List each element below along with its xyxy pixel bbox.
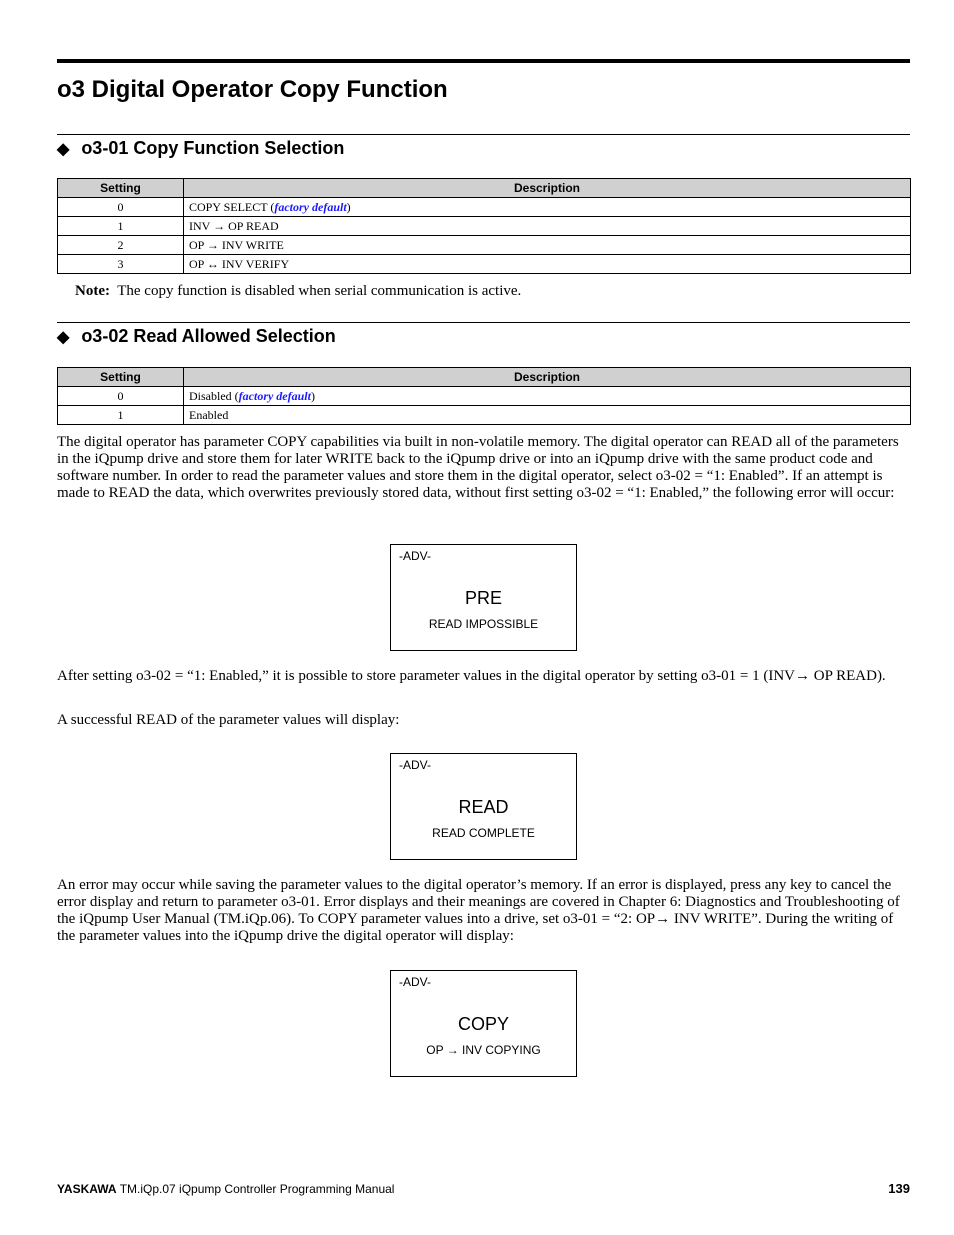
display-mode: -ADV-	[399, 975, 432, 989]
cell-setting: 1	[58, 406, 184, 425]
display-mode: -ADV-	[399, 549, 432, 563]
cell-description	[184, 198, 911, 217]
paragraph: A successful READ of the parameter values will display:	[57, 712, 400, 728]
desc-end: )	[310, 388, 315, 403]
section-rule	[57, 134, 910, 135]
display-sub: READ IMPOSSIBLE	[428, 617, 539, 631]
paragraph: The digital operator has parameter COPY capabilities via built in non-volatile memory. The digital operator can READ all of the parameters in the iQpump drive and store them for later WRITE back to the iQpump drive or into an iQpump drive with the same product code and software number. In order to read the parameter values and store them in the digital operator, select o3-02 = “1: Enabled”. If an attempt is made to READ the data, which overwrites previously stored data, without first setting o3-02 = “1: Enabled,” the following error will occur:	[57, 434, 899, 501]
heading-text: o3-01 Copy Function Selection	[81, 138, 345, 158]
page-number: 139	[888, 1181, 910, 1196]
operator-display-read-impossible	[390, 544, 577, 651]
cell-setting: 3	[58, 255, 184, 274]
footer	[57, 1182, 394, 1196]
cell-setting: 1	[58, 217, 184, 236]
operator-display-copying	[390, 970, 577, 1077]
factory-default-label: factory default	[238, 388, 311, 403]
col-description: Description	[184, 179, 911, 198]
col-setting: Setting	[58, 368, 184, 387]
section-heading-o3-02	[57, 326, 336, 347]
factory-default-label: factory default	[274, 199, 347, 214]
display-sub: OP → INV COPYING	[426, 1043, 541, 1057]
display-main: READ	[458, 797, 509, 817]
cell-setting: 2	[58, 236, 184, 255]
cell-description: OP ↔ INV VERIFY	[184, 255, 911, 274]
operator-display-read-complete	[390, 753, 577, 860]
col-setting: Setting	[58, 179, 184, 198]
display-main: PRE	[464, 588, 502, 608]
o3-02-table	[57, 367, 911, 425]
page-title: o3 Digital Operator Copy Function	[57, 76, 448, 103]
diamond-bullet-icon: ◆	[57, 328, 70, 346]
o3-01-table	[57, 178, 911, 274]
table-row	[58, 198, 911, 217]
cell-setting: 0	[58, 198, 184, 217]
cell-setting: 0	[58, 387, 184, 406]
paragraph: After setting o3-02 = “1: Enabled,” it is possible to store parameter values in the digital operator by setting o3-01 = 1 (INV→ OP READ).	[57, 668, 886, 684]
cell-description: OP → INV WRITE	[184, 236, 911, 255]
footer-brand: YASKAWA	[57, 1182, 117, 1196]
cell-description	[184, 387, 911, 406]
col-description: Description	[184, 368, 911, 387]
top-rule	[57, 59, 910, 63]
heading-text: o3-02 Read Allowed Selection	[81, 326, 336, 346]
section-rule	[57, 322, 910, 323]
note	[75, 283, 521, 300]
table-row	[58, 406, 911, 425]
desc-text: COPY SELECT (	[189, 199, 275, 214]
diamond-bullet-icon: ◆	[57, 140, 70, 158]
table-row	[58, 236, 911, 255]
note-text: The copy function is disabled when serial communication is active.	[117, 283, 522, 299]
footer-text: TM.iQp.07 iQpump Controller Programming Manual	[116, 1182, 395, 1196]
cell-description: Enabled	[184, 406, 911, 425]
display-sub: READ COMPLETE	[432, 826, 535, 840]
table-row	[58, 387, 911, 406]
display-mode: -ADV-	[399, 758, 432, 772]
note-label: Note:	[75, 283, 110, 299]
table-row	[58, 255, 911, 274]
paragraph: An error may occur while saving the parameter values to the digital operator’s memory. If an error is displayed, press any key to cancel the error display and return to parameter o3-01. Error displays and their meanings are covered in Chapter 6: Diagnostics and Troubleshooting of the iQpump User Manual (TM.iQp.06). To COPY parameter values into a drive, set o3-01 = “2: OP→ INV WRITE”. During the writing of the parameter values into the iQpump drive the digital operator will display:	[57, 877, 900, 944]
display-main: COPY	[457, 1014, 509, 1034]
desc-end: )	[346, 199, 351, 214]
desc-text: Disabled (	[189, 388, 239, 403]
cell-description: INV → OP READ	[184, 217, 911, 236]
section-heading-o3-01	[57, 138, 344, 159]
table-row	[58, 217, 911, 236]
